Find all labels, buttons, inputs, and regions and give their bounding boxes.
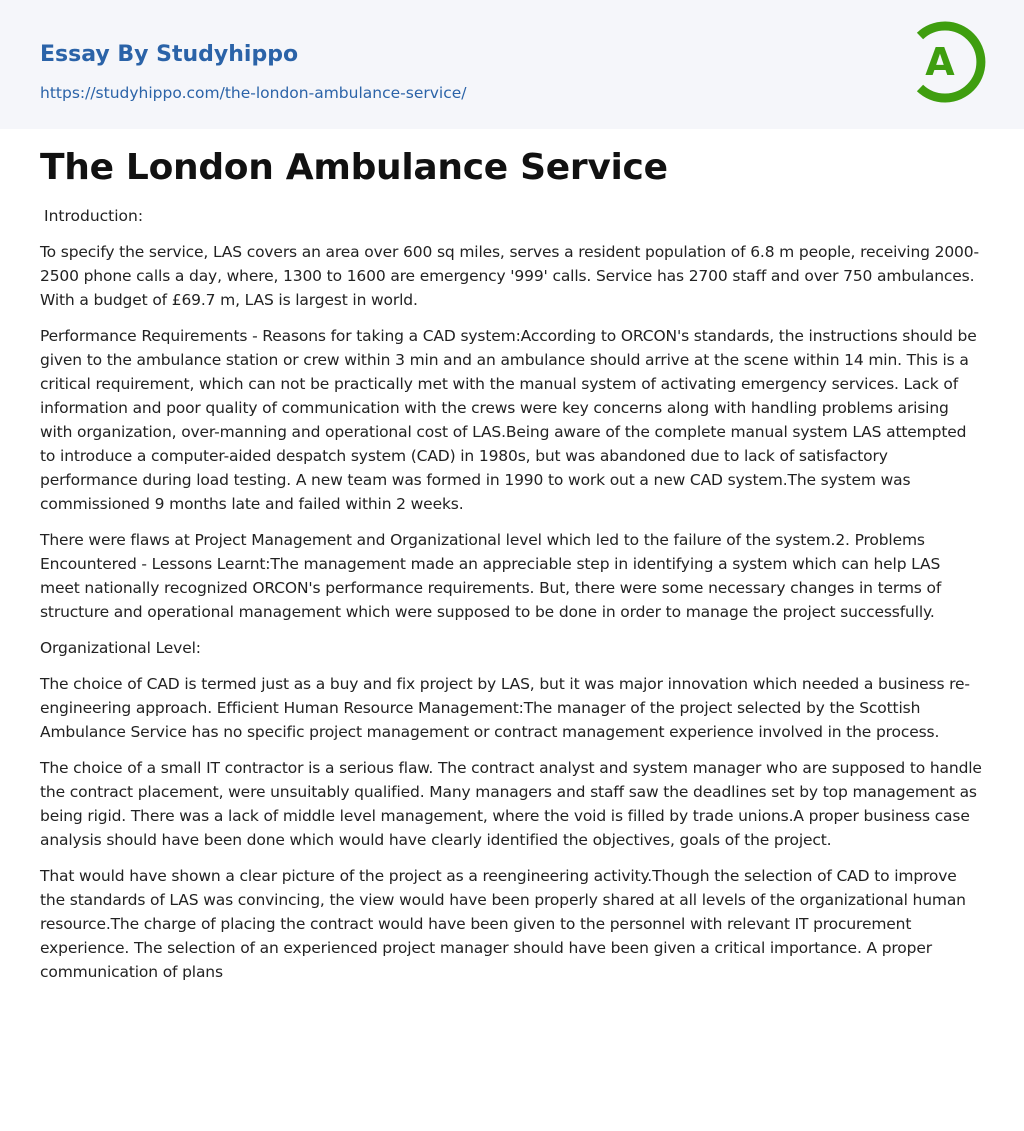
paragraph: The choice of a small IT contractor is a serious flaw. The contract analyst and system manager who are supposed to handle the contract placement, were unsuitably qualified. Many managers and staff saw the deadlines set by top management as being rigid. There was a lack of middle level management, where the void is filled by trade unions.A proper business case analysis should have been done which would have clearly identified the objectives, goals of the project. — [40, 759, 982, 849]
paragraph: To specify the service, LAS covers an area over 600 sq miles, serves a resident population of 6.8 m people, receiving 2000-2500 phone calls a day, where, 1300 to 1600 are emergency '999' calls. Service has 2700 staff and over 750 ambulances. With a budget of £69.7 m, LAS is largest in world. — [40, 243, 979, 309]
paragraph: Performance Requirements - Reasons for taking a CAD system:According to ORCON's standards, the instructions should be given to the ambulance station or crew within 3 min and an ambulance should arrive at the scene within 14 min. This is a critical requirement, which can not be practically met with the manual system of activating emergency services. Lack of information and poor quality of communication with the crews were key concerns along with handling problems arising with organization, over-manning and operational cost of LAS.Being aware of the complete manual system LAS attempted to introduce a computer-aided despatch system (CAD) in 1980s, but was abandoned due to lack of satisfactory performance during load testing. A new team was formed in 1990 to work out a new CAD system.The system was commissioned 9 months late and failed within 2 weeks. — [40, 327, 977, 513]
paragraph: That would have shown a clear picture of the project as a reengineering activity.Though the selection of CAD to improve the standards of LAS was convincing, the view would have been properly shared at all levels of the organizational human resource.The charge of placing the contract would have been given to the personnel with relevant IT procurement experience. The selection of an experienced project manager should have been given a critical importance. A proper communication of plans — [40, 867, 966, 981]
studyhippo-logo-icon — [912, 18, 986, 106]
page-title: The London Ambulance Service — [40, 147, 668, 188]
essay-url-link[interactable]: https://studyhippo.com/the-london-ambulance-service/ — [40, 84, 467, 102]
paragraph: There were flaws at Project Management and Organizational level which led to the failure of the system.2. Problems Encountered - Lessons Learnt:The management made an appreciable step in identifying a system which can help LAS meet nationally recognized ORCON's performance requirements. But, there were some necessary changes in terms of structure and operational management which were supposed to be done in order to manage the project successfully. — [40, 531, 942, 621]
paragraph: The choice of CAD is termed just as a buy and fix project by LAS, but it was major innovation which needed a business re-engineering approach. Efficient Human Resource Management:The manager of the project selected by the Scottish Ambulance Service has no specific project management or contract management experience involved in the process. — [40, 675, 970, 741]
article — [0, 146, 1024, 984]
brand-title: Essay By Studyhippo — [40, 42, 299, 67]
site-header — [0, 0, 1024, 129]
section-heading: Organizational Level: — [40, 639, 201, 657]
logo-letter: A — [925, 40, 955, 84]
intro-heading: Introduction: — [44, 207, 144, 225]
